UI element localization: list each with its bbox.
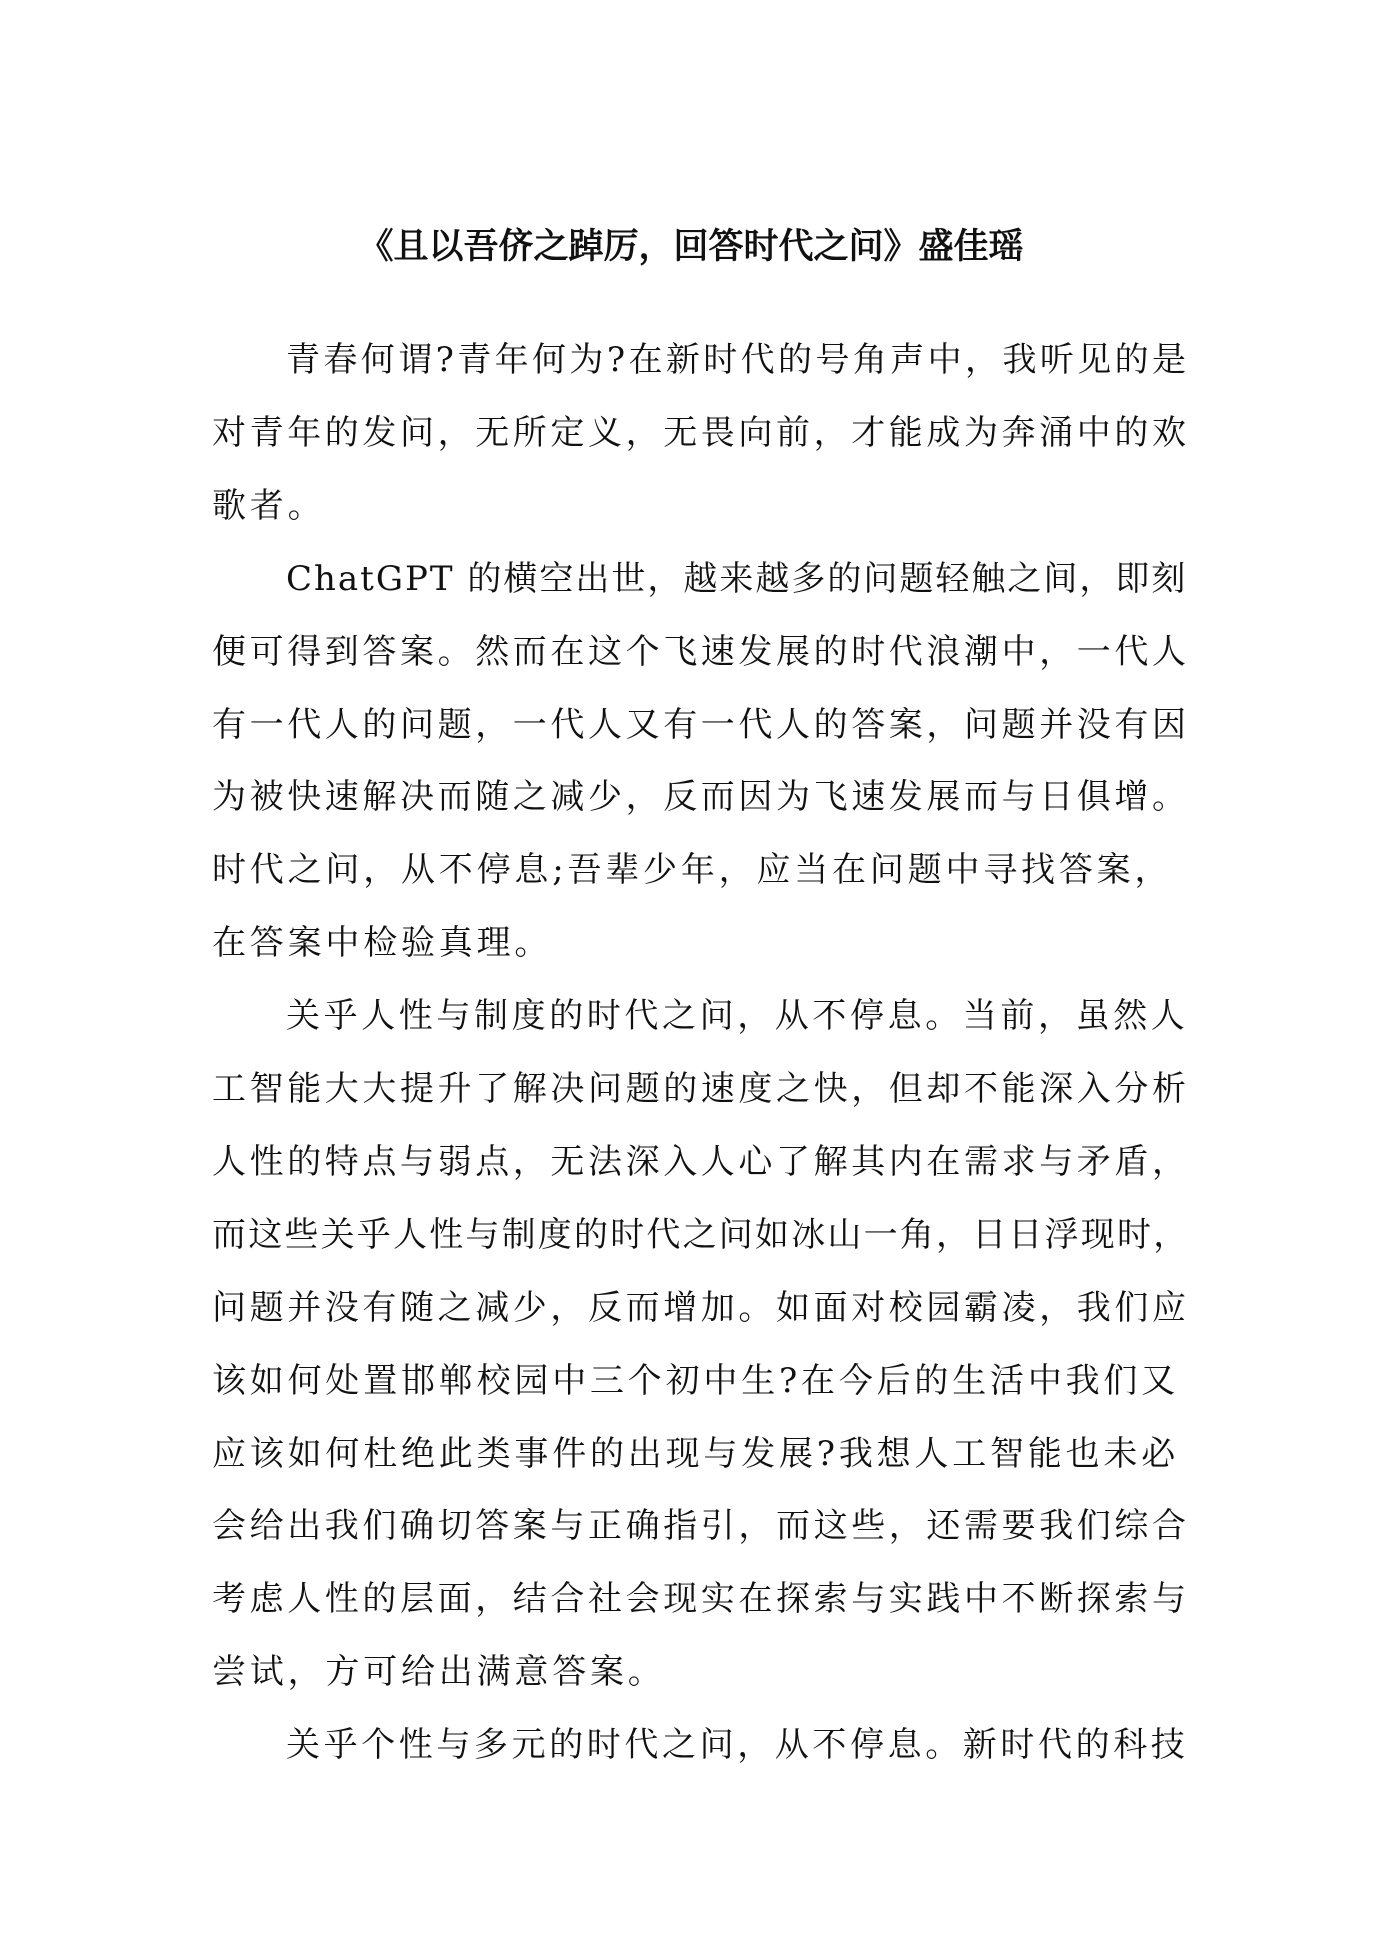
text-line: 歌者。 <box>212 486 326 526</box>
text-line: 在答案中检验真理。 <box>212 923 553 963</box>
text-line: 会给出我们确切答案与正确指引，而这些，还需要我们综合 <box>212 1506 1190 1546</box>
text-line: 关乎人性与制度的时代之问，从不停息。当前，虽然人 <box>286 996 1189 1036</box>
text-line: 时代之问，从不停息;吾辈少年，应当在问题中寻找答案， <box>212 850 1173 890</box>
text-line: 关乎个性与多元的时代之问，从不停息。新时代的科技 <box>286 1725 1189 1765</box>
document-title: 《且以吾侪之踔厉，回答时代之问》盛佳瑶 <box>358 227 1024 267</box>
text-line: 青春何谓?青年何为?在新时代的号角声中，我听见的是 <box>286 340 1190 380</box>
text-line: 该如何处置邯郸校园中三个初中生?在今后的生活中我们又 <box>212 1361 1180 1401</box>
text-line: 人性的特点与弱点，无法深入人心了解其内在需求与矛盾， <box>212 1142 1190 1182</box>
text-line: 对青年的发问，无所定义，无畏向前，才能成为奔涌中的欢 <box>212 413 1190 453</box>
text-line: 有一代人的问题，一代人又有一代人的答案，问题并没有因 <box>212 705 1190 745</box>
text-line: 问题并没有随之减少，反而增加。如面对校园霸凌，我们应 <box>212 1288 1190 1328</box>
text-line: 应该如何杜绝此类事件的出现与发展?我想人工智能也未必 <box>212 1434 1180 1474</box>
text-line: ChatGPT 的横空出世，越来越多的问题轻触之间，即刻 <box>286 559 1188 599</box>
text-line: 便可得到答案。然而在这个飞速发展的时代浪潮中，一代人 <box>212 632 1190 672</box>
text-line: 考虑人性的层面，结合社会现实在探索与实践中不断探索与 <box>212 1579 1190 1619</box>
text-line: 尝试，方可给出满意答案。 <box>212 1652 666 1692</box>
text-line: 工智能大大提升了解决问题的速度之快，但却不能深入分析 <box>212 1069 1190 1109</box>
text-line: 为被快速解决而随之减少，反而因为飞速发展而与日俱增。 <box>212 777 1190 817</box>
text-line: 而这些关乎人性与制度的时代之问如冰山一角，日日浮现时， <box>212 1215 1190 1255</box>
